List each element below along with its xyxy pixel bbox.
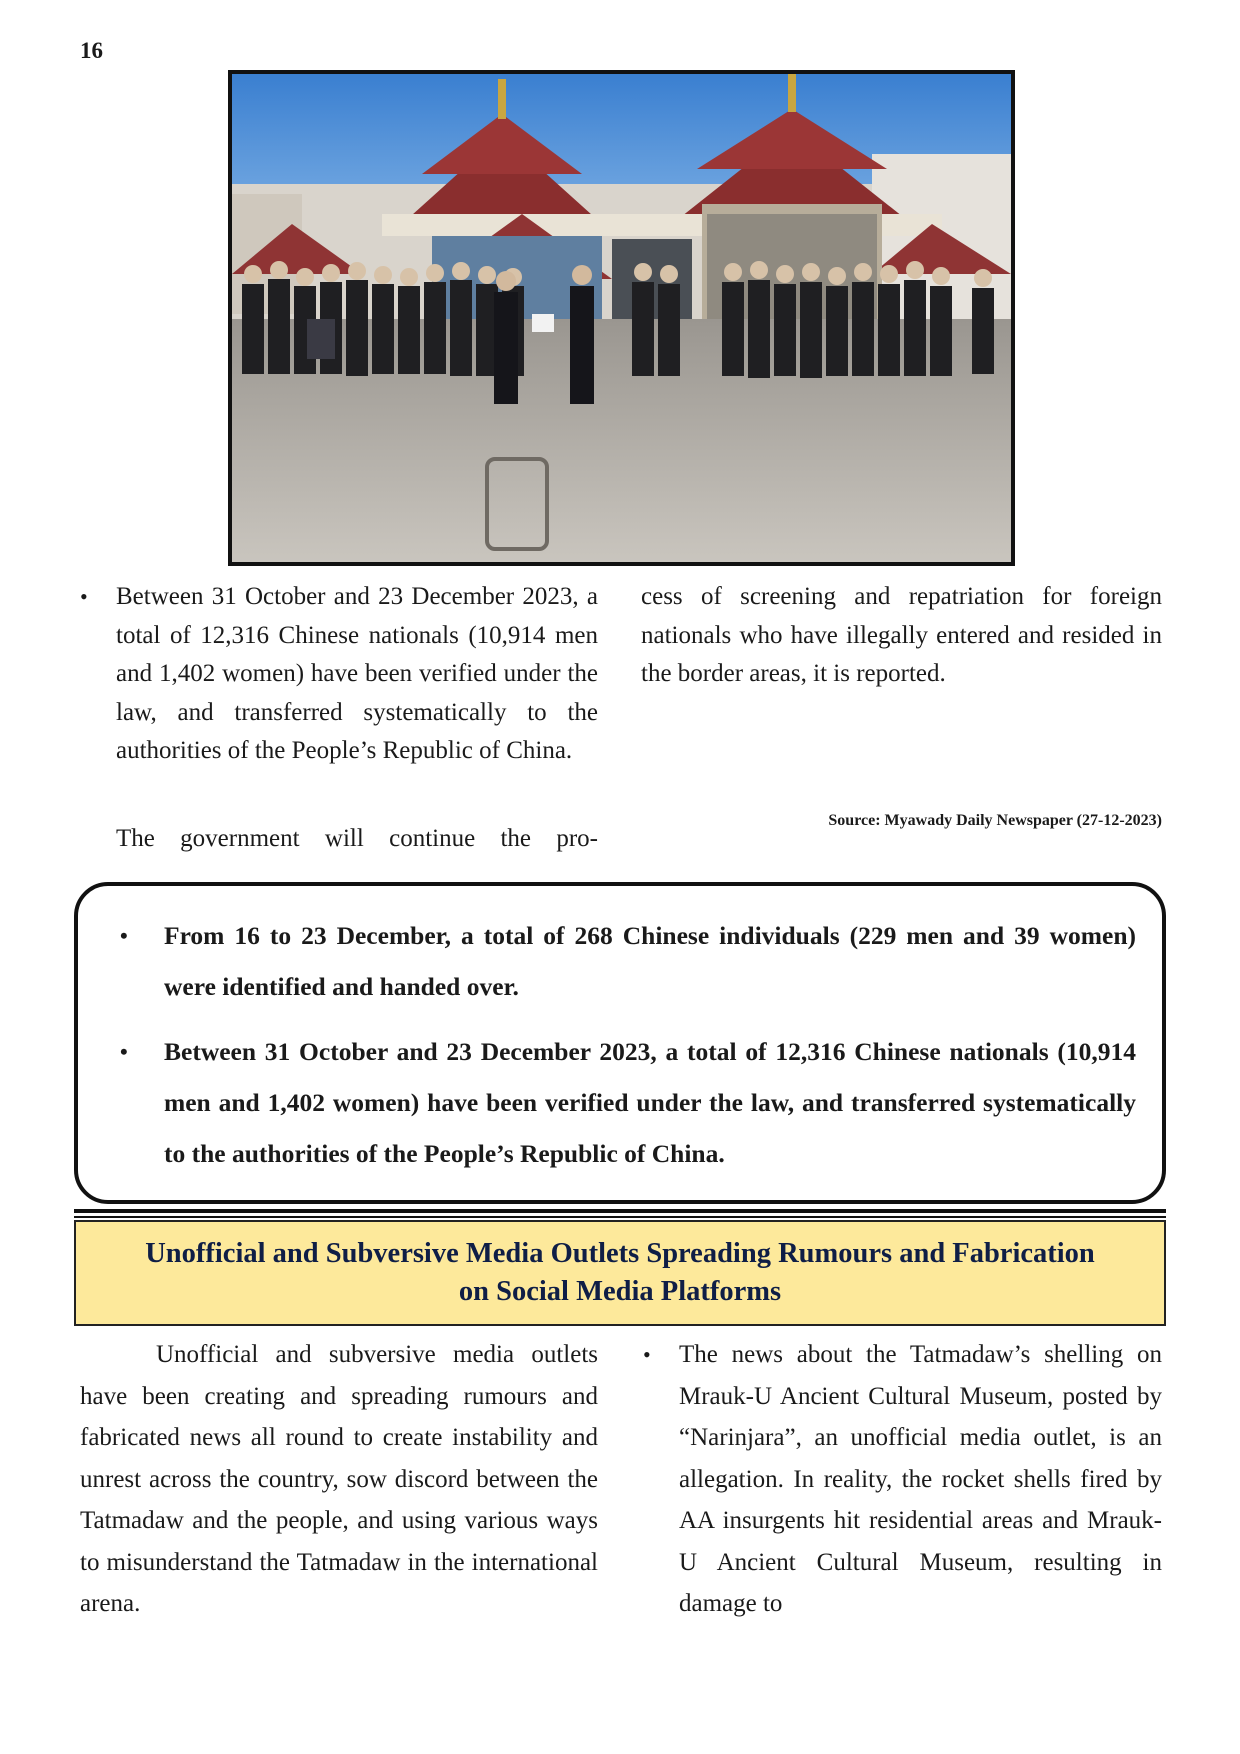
intro-paragraph: Unofficial and subversive media outlets have been creating and spreading rumours and fabricated news all round to create instability and unrest across the country, sow discord between the Tatmadaw and the people, and using various ways to misunderstand the Tatmadaw in the international arena. (80, 1341, 598, 1617)
callout-item: • Between 31 October and 23 December 2023, a total of 12,316 Chinese nationals (10,914 men and 1,402 women) have been verified under the law, and transferred systematically to the authorities of the People’s Republic of China. (104, 1026, 1136, 1179)
highlight-callout (74, 882, 1166, 1204)
continuation-end: cess of screening and repatriation for foreign nationals who have illegally entered and resided in the border areas, it is reported. (641, 583, 1162, 687)
top-left-column (78, 578, 598, 771)
continuation-line (116, 820, 598, 859)
border-gate-illustration (232, 74, 1011, 562)
narinjara-bullet: • The news about the Tatmadaw’s shelling on Mrauk-U Ancient Cultural Museum, posted by “Narinjara”, an unofficial media outlet, is an allegation. In reality, the rocket shells fired by AA insurgents hit residential areas and Mrauk-U Ancient Cultural Museum, resulting in damage to (641, 1334, 1162, 1625)
repatriation-bullet: • Between 31 October and 23 December 2023, a total of 12,316 Chinese nationals (10,914 men and 1,402 women) have been verified under the law, and transferred systematically to the authorities of the People’s Republic of China. (78, 578, 598, 771)
source-citation: Source: Myawady Daily Newspaper (27-12-2023) (828, 812, 1162, 829)
news-photo (228, 70, 1015, 566)
bottom-right-column (641, 1334, 1162, 1625)
bottom-left-column (80, 1334, 598, 1625)
section-divider-thin (74, 1216, 1166, 1218)
section-heading-line1: Unofficial and Subversive Media Outlets Spreading Rumours and Fabrication (145, 1238, 1095, 1269)
page-number: 16 (80, 38, 103, 63)
callout-item: • From 16 to 23 December, a total of 268 Chinese individuals (229 men and 39 women) were identified and handed over. (104, 910, 1136, 1012)
section-heading-line2: on Social Media Platforms (458, 1276, 782, 1307)
continuation-start: The government will continue the pro- (116, 825, 598, 852)
section-divider-thick (74, 1209, 1166, 1213)
section-heading (74, 1220, 1166, 1326)
top-right-column (641, 578, 1162, 694)
